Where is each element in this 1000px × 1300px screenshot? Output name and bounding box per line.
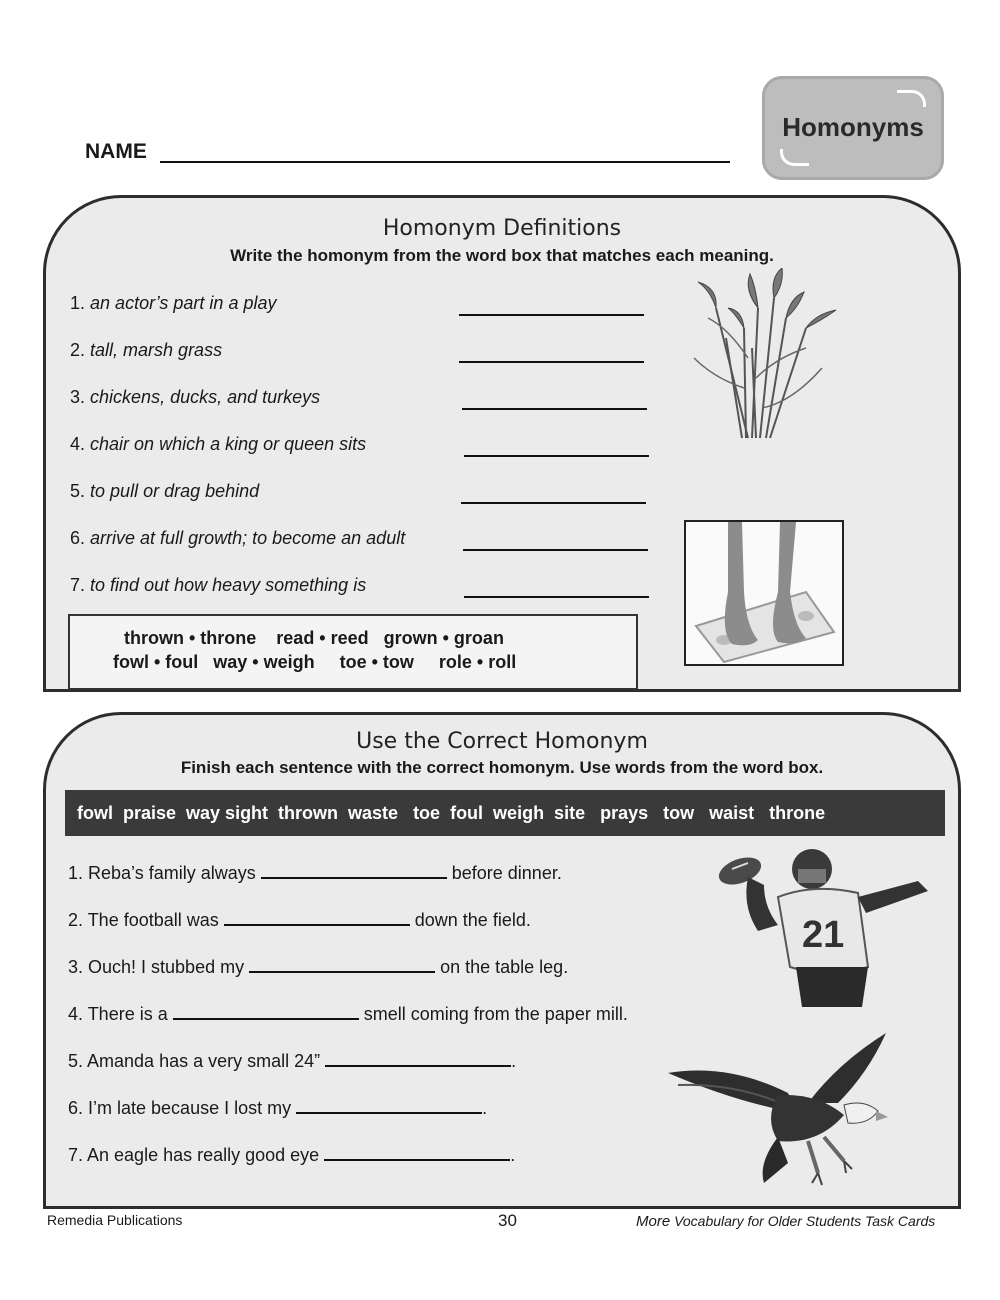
definitions-panel <box>43 195 961 692</box>
section2-title: Use the Correct Homonym <box>356 729 648 754</box>
sentence-3: 3. Ouch! I stubbed my on the table leg. <box>68 957 569 977</box>
answer-blank-7[interactable] <box>464 596 649 598</box>
section1-instruction: Write the homonym from the word box that matches each meaning. <box>230 246 774 265</box>
badge-title: Homonyms <box>782 112 924 142</box>
sentence-6: 6. I’m late because I lost my . <box>68 1098 488 1118</box>
footer-book-title: More Vocabulary for Older Students Task Cards <box>636 1213 936 1230</box>
definition-item-5: 5. to pull or drag behind <box>70 481 260 501</box>
word-box <box>68 614 638 690</box>
sentence-5: 5. Amanda has a very small 24” . <box>68 1051 517 1071</box>
word-box-line-2: fowl • foul way • weigh toe • tow role • roll <box>113 652 517 672</box>
correct-homonym-panel <box>43 712 961 1209</box>
section2-instruction: Finish each sentence with the correct homonym. Use words from the word box. <box>180 758 824 777</box>
answer-blank-5[interactable] <box>461 502 646 504</box>
answer-blank-4[interactable] <box>464 455 649 457</box>
answer-blank-2[interactable] <box>459 361 644 363</box>
section1-title: Homonym Definitions <box>382 216 622 241</box>
definition-item-6: 6. arrive at full growth; to become an adult <box>70 528 406 548</box>
sentence-blank-7[interactable] <box>324 1145 510 1161</box>
sentence-4: 4. There is a smell coming from the paper mill. <box>68 1004 628 1024</box>
definition-item-1: 1. an actor’s part in a play <box>70 293 277 313</box>
word-bar: fowl praise way sight thrown waste toe foul weigh site prays tow waist throne <box>65 790 945 836</box>
definition-item-4: 4. chair on which a king or queen sits <box>70 434 367 454</box>
reed-grass-image <box>686 268 846 444</box>
definition-item-3: 3. chickens, ducks, and turkeys <box>70 387 321 407</box>
eagle-image <box>668 1033 898 1195</box>
footer-publisher: Remedia Publications <box>47 1212 183 1228</box>
football-player-image <box>718 847 932 1007</box>
scale-feet-image <box>684 520 844 666</box>
sentence-blank-6[interactable] <box>296 1098 482 1114</box>
word-box-line-1: thrown • throne read • reed grown • groan <box>124 628 504 648</box>
definition-item-7: 7. to find out how heavy something is <box>70 575 367 595</box>
sentence-blank-5[interactable] <box>325 1051 511 1067</box>
sentence-1: 1. Reba’s family always before dinner. <box>68 863 562 883</box>
sentence-blank-3[interactable] <box>249 957 435 973</box>
definition-item-2: 2. tall, marsh grass <box>70 340 223 360</box>
name-label: NAME <box>85 140 147 163</box>
name-input-line[interactable] <box>160 161 730 163</box>
answer-blank-6[interactable] <box>463 549 648 551</box>
sentence-blank-2[interactable] <box>224 910 410 926</box>
page-number: 30 <box>498 1211 517 1230</box>
answer-blank-1[interactable] <box>459 314 644 316</box>
title-badge <box>762 76 944 180</box>
sentence-2: 2. The football was down the field. <box>68 910 531 930</box>
svg-text:21: 21 <box>802 914 845 956</box>
sentence-7: 7. An eagle has really good eye . <box>68 1145 516 1165</box>
sentence-blank-1[interactable] <box>261 863 447 879</box>
answer-blank-3[interactable] <box>462 408 647 410</box>
sentence-blank-4[interactable] <box>173 1004 359 1020</box>
